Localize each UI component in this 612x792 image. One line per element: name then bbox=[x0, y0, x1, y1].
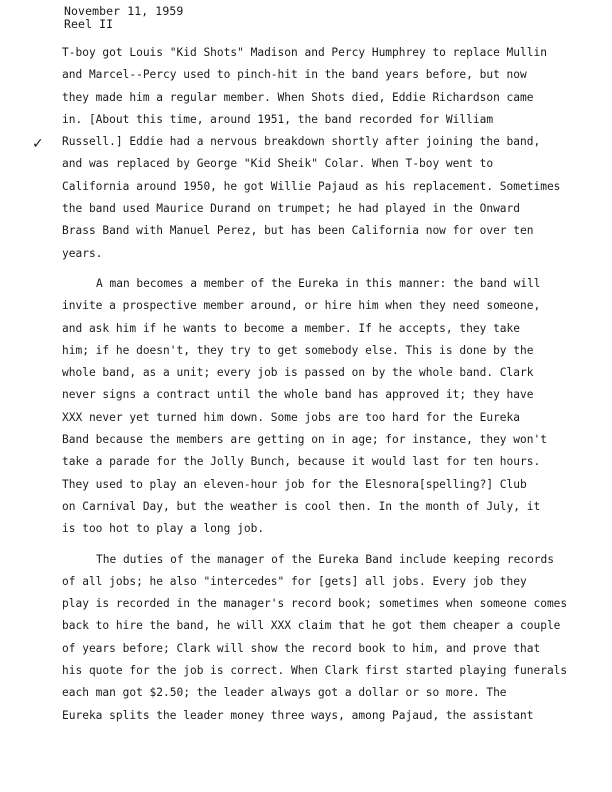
text-line: and ask him if he wants to become a member. If he accepts, they take bbox=[62, 321, 521, 335]
text-line: take a parade for the Jolly Bunch, because it would last for ten hours. bbox=[62, 455, 541, 469]
text-line: play is recorded in the manager's record book; sometimes when someone comes bbox=[62, 597, 568, 611]
text-line: each man got $2.50; the leader always got a dollar or so more. The bbox=[62, 686, 507, 700]
text-line: in. [About this time, around 1951, the band recorded for William bbox=[62, 112, 494, 126]
margin-check-mark: ✓ bbox=[32, 136, 44, 152]
text-line: Band because the members are getting on in age; for instance, they won't bbox=[62, 433, 547, 447]
header-reel: Reel II bbox=[64, 17, 114, 31]
text-line: T-boy got Louis "Kid Shots" Madison and Percy Humphrey to replace Mullin bbox=[62, 46, 547, 59]
text-line: his quote for the job is correct. When Clark first started playing funerals bbox=[62, 664, 568, 678]
text-line: They used to play an eleven-hour job for the Elesnora[spelling?] Club bbox=[62, 477, 527, 491]
text-line: XXX never yet turned him down. Some jobs are too hard for the Eureka bbox=[62, 410, 521, 424]
text-line: of years before; Clark will show the record book to him, and prove that bbox=[62, 641, 541, 655]
text-line: years. bbox=[62, 246, 103, 260]
text-line: whole band, as a unit; every job is passed on by the whole band. Clark bbox=[62, 366, 534, 380]
paragraph-3 bbox=[62, 549, 568, 727]
paragraph-2 bbox=[62, 273, 552, 541]
text-line: Eureka splits the leader money three ways, among Pajaud, the assistant bbox=[62, 708, 534, 722]
document-header bbox=[64, 5, 183, 31]
text-line: they made him a regular member. When Shots died, Eddie Richardson came bbox=[62, 90, 534, 104]
text-line: invite a prospective member around, or hire him when they need someone, bbox=[62, 299, 541, 313]
text-line: back to hire the band, he will XXX claim that he got them cheaper a couple bbox=[62, 619, 561, 633]
paragraph-gap bbox=[62, 265, 552, 273]
text-line: is too hot to play a long job. bbox=[62, 522, 265, 536]
text-line: him; if he doesn't, they try to get somebody else. This is done by the bbox=[62, 343, 534, 357]
text-line: and Marcel--Percy used to pinch-hit in the band years before, but now bbox=[62, 68, 527, 82]
text-line: A man becomes a member of the Eureka in this manner: the band will bbox=[96, 276, 541, 290]
text-line: The duties of the manager of the Eureka Band include keeping records bbox=[96, 552, 555, 566]
text-line: California around 1950, he got Willie Pajaud as his replacement. Sometimes bbox=[62, 179, 561, 193]
text-line: and was replaced by George "Kid Sheik" Colar. When T-boy went to bbox=[62, 157, 494, 171]
paragraph-1 bbox=[62, 42, 561, 265]
document-body bbox=[62, 42, 568, 727]
text-line: on Carnival Day, but the weather is cool then. In the month of July, it bbox=[62, 499, 541, 513]
text-line: the band used Maurice Durand on trumpet; he had played in the Onward bbox=[62, 202, 521, 216]
header-date: November 11, 1959 bbox=[64, 4, 184, 18]
paragraph-gap bbox=[62, 541, 552, 549]
text-line: Brass Band with Manuel Perez, but has been California now for over ten bbox=[62, 224, 534, 238]
text-line: of all jobs; he also "intercedes" for [gets] all jobs. Every job they bbox=[62, 574, 527, 588]
text-line: never signs a contract until the whole band has approved it; they have bbox=[62, 388, 534, 402]
text-line: Russell.] Eddie had a nervous breakdown shortly after joining the band, bbox=[62, 135, 541, 149]
